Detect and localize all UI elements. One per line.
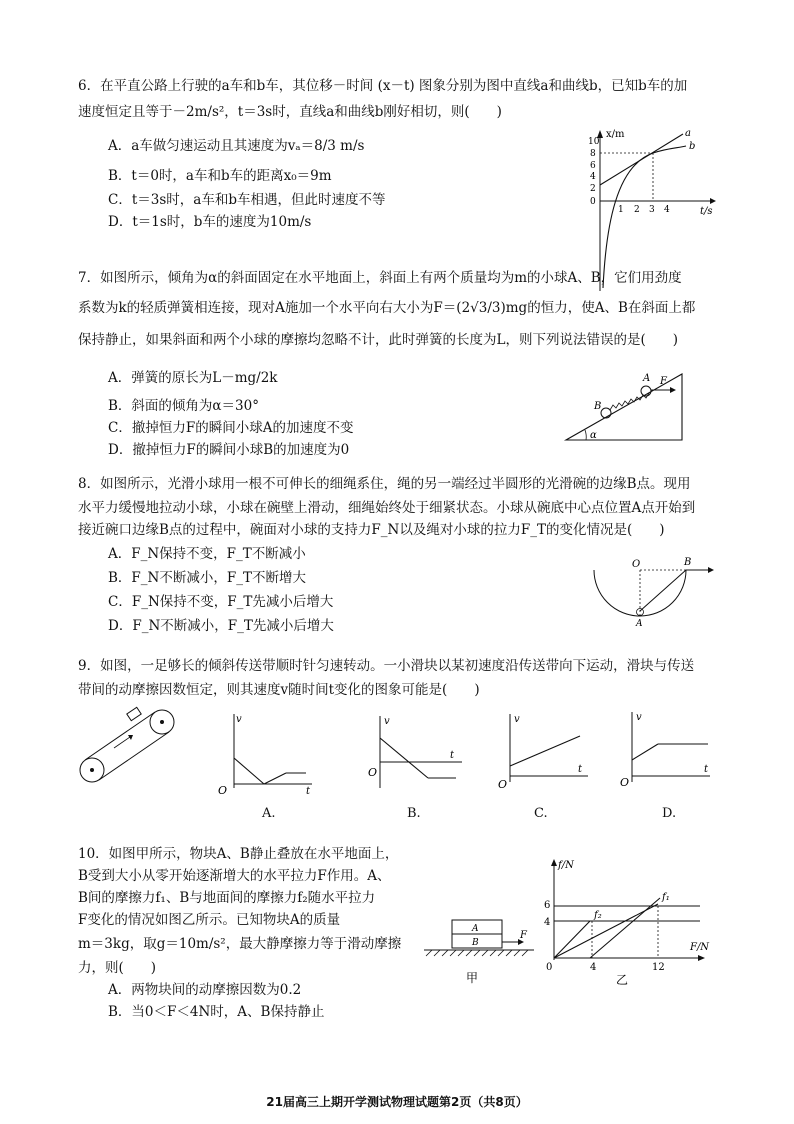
q9a-line-seg2 — [264, 773, 286, 784]
q6-xtick-1: 1 — [618, 205, 624, 215]
q9d-t: t — [704, 764, 709, 775]
q7-line1: 7．如图所示，倾角为α的斜面固定在水平地面上，斜面上有两个质量均为m的小球A、B，它们用劲度 — [78, 270, 682, 286]
q9-graph-b-label: B. — [407, 806, 421, 821]
q10-line6: 力，则( ) — [78, 960, 157, 976]
q6-xt-graph — [588, 126, 718, 291]
q9b-o: O — [368, 766, 378, 779]
q10-label-f: F — [520, 930, 527, 941]
q10-line4: F变化的情况如图乙所示。已知物块A的质量 — [78, 912, 341, 928]
q7-line3: 保持静止，如果斜面和两个小球的摩擦均忽略不计，此时弹簧的长度为L，则下列说法错误的是( ) — [78, 332, 678, 348]
q8-option-b: B．F_N不断减小，F_T不断增大 — [108, 570, 306, 586]
q10-friction-graph — [540, 856, 720, 986]
q10-label-a: A — [472, 924, 479, 934]
q6-ytick-8: 8 — [590, 149, 596, 159]
q10-line-f1 — [554, 904, 658, 958]
q9-graph-c-label: C. — [534, 806, 548, 821]
q9a-o: O — [218, 784, 228, 797]
q10-label-b: B — [472, 938, 479, 948]
q7-label-a: A — [643, 373, 651, 384]
q9-graph-d-label: D. — [662, 806, 677, 821]
q8-label-o: O — [632, 559, 641, 570]
q8-label-b: B — [684, 557, 692, 568]
q9c-t: t — [578, 764, 583, 775]
q6-xtick-3: 3 — [649, 205, 655, 215]
q9-graph-c — [496, 708, 596, 788]
q6-ytick-10: 10 — [588, 137, 600, 147]
q7-alpha: α — [590, 430, 597, 441]
q9-line1: 9．如图，一足够长的倾斜传送带顺时针匀速转动。一小滑块以某初速度沿传送带向下运动，滑块与传送 — [78, 658, 695, 674]
q8-line2: 水平力缓慢地拉动小球，小球在碗壁上滑动，细绳始终处于细紧状态。小球从碗底中心点位置A点开始到 — [78, 500, 696, 516]
q10-xtick-4: 4 — [590, 962, 597, 973]
q8-label-a: A — [636, 619, 643, 628]
q10-ytick-4: 4 — [544, 917, 551, 928]
q7-label-b: B — [594, 401, 602, 412]
q8-option-c: C．F_N保持不变，F_T先减小后增大 — [108, 594, 334, 610]
q10-line2: B受到大小从零开始逐渐增大的水平拉力F作用。A、 — [78, 868, 391, 884]
q10-label-f2: f₂ — [594, 910, 602, 921]
q8-option-d: D．F_N不断减小，F_T先减小后增大 — [108, 618, 334, 634]
q9-graph-a — [214, 708, 324, 798]
q10-x-label: F/N — [690, 942, 710, 953]
q10-y-label: f/N — [558, 860, 574, 871]
q6-x-label: t/s — [700, 206, 713, 217]
q8-option-a: A．F_N保持不变，F_T不断减小 — [108, 546, 306, 562]
q9a-line-seg1 — [234, 758, 264, 784]
q6-ytick-0: 0 — [590, 197, 596, 207]
q6-line1: 6．在平直公路上行驶的a车和b车，其位移－时间 (x－t) 图象分别为图中直线a和曲线b，已知b车的加 — [78, 78, 688, 94]
q8-line3: 接近碗口边缘B点的过程中，碗面对小球的支持力F_N以及绳对小球的拉力F_T的变化情况是( ) — [78, 522, 665, 538]
q9a-t: t — [306, 786, 311, 797]
q6-xtick-2: 2 — [634, 205, 640, 215]
q10-label-f1: f₁ — [662, 892, 670, 903]
q6-label-b: b — [689, 141, 696, 152]
q8-bowl-figure — [586, 556, 720, 628]
q6-option-a: A．a车做匀速运动且其速度为vₐ＝8/3 m/s — [108, 138, 365, 154]
q9b-line-seg1 — [380, 738, 428, 778]
q9-graph-a-label: A. — [262, 806, 276, 821]
q10-option-b: B．当0＜F＜4N时，A、B保持静止 — [108, 1004, 325, 1020]
q10-line3: B间的摩擦力f₁、B与地面间的摩擦力f₂随水平拉力 — [78, 890, 376, 906]
q10-line5: m＝3kg，取g＝10m/s²，最大静摩擦力等于滑动摩擦 — [78, 936, 402, 952]
q9-line2: 带间的动摩擦因数恒定，则其速度v随时间t变化的图象可能是( ) — [78, 682, 480, 698]
q6-label-a: a — [685, 128, 691, 139]
q9a-v: v — [236, 714, 242, 725]
q9-graph-d — [618, 706, 718, 788]
q9b-v: v — [384, 716, 390, 727]
q9c-v: v — [514, 714, 520, 725]
q6-ytick-6: 6 — [590, 161, 596, 171]
q9d-line-seg1 — [632, 744, 658, 760]
q7-option-d: D．撤掉恒力F的瞬间小球B的加速度为0 — [108, 442, 350, 458]
q6-option-d: D．t＝1s时，b车的速度为10m/s — [108, 214, 312, 230]
q9-conveyor-figure — [76, 702, 186, 792]
q6-option-b: B．t＝0时，a车和b车的距离x₀＝9m — [108, 168, 332, 184]
q7-incline-figure — [560, 364, 690, 444]
q8-line1: 8．如图所示，光滑小球用一根不可伸长的细绳系住，绳的另一端经过半圆形的光滑碗的边缘B点。现用 — [78, 476, 691, 492]
page-footer: 21届高三上期开学测试物理试题第2页（共8页） — [266, 1095, 528, 1109]
q10-line-f2 — [590, 898, 660, 958]
q10-line1: 10．如图甲所示，物块A、B静止叠放在水平地面上， — [78, 846, 399, 862]
q6-ytick-2: 2 — [590, 184, 596, 194]
q9-graph-b — [366, 710, 476, 790]
q10-caption-yi: 乙 — [616, 973, 629, 986]
q6-xtick-4: 4 — [664, 205, 670, 215]
q10-caption-jia: 甲 — [466, 971, 479, 985]
q10-blocks-figure — [420, 914, 540, 990]
q9d-v: v — [636, 712, 642, 723]
q10-ytick-6: 6 — [544, 900, 551, 911]
q7-label-f: F — [660, 376, 667, 387]
q10-option-a: A．两物块间的动摩擦因数为0.2 — [108, 982, 302, 998]
q7-option-b: B．斜面的倾角为α＝30° — [108, 398, 259, 414]
q6-ytick-4: 4 — [590, 172, 596, 182]
q10-line-f1-seg1 — [554, 921, 590, 958]
q6-y-label: x/m — [606, 129, 625, 140]
q10-xtick-0: 0 — [546, 962, 553, 973]
q7-option-a: A．弹簧的原长为L－mg/2k — [108, 370, 278, 386]
q6-curve-b — [603, 146, 686, 288]
q7-line2: 系数为k的轻质弹簧相连接，现对A施加一个水平向右大小为F＝(2√3/3)mg的恒力，使A、B在斜面上都 — [78, 300, 696, 316]
q7-option-c: C．撤掉恒力F的瞬间小球A的加速度不变 — [108, 420, 354, 436]
q6-option-c: C．t＝3s时，a车和b车相遇，但此时速度不等 — [108, 192, 386, 208]
q10-xtick-12: 12 — [652, 962, 665, 973]
q9c-line — [510, 736, 580, 766]
q9b-t: t — [450, 750, 455, 761]
q9c-o: O — [498, 778, 508, 788]
q9d-o: O — [620, 776, 630, 788]
q6-line2: 速度恒定且等于－2m/s²，t＝3s时，直线a和曲线b刚好相切，则( ) — [78, 104, 502, 120]
